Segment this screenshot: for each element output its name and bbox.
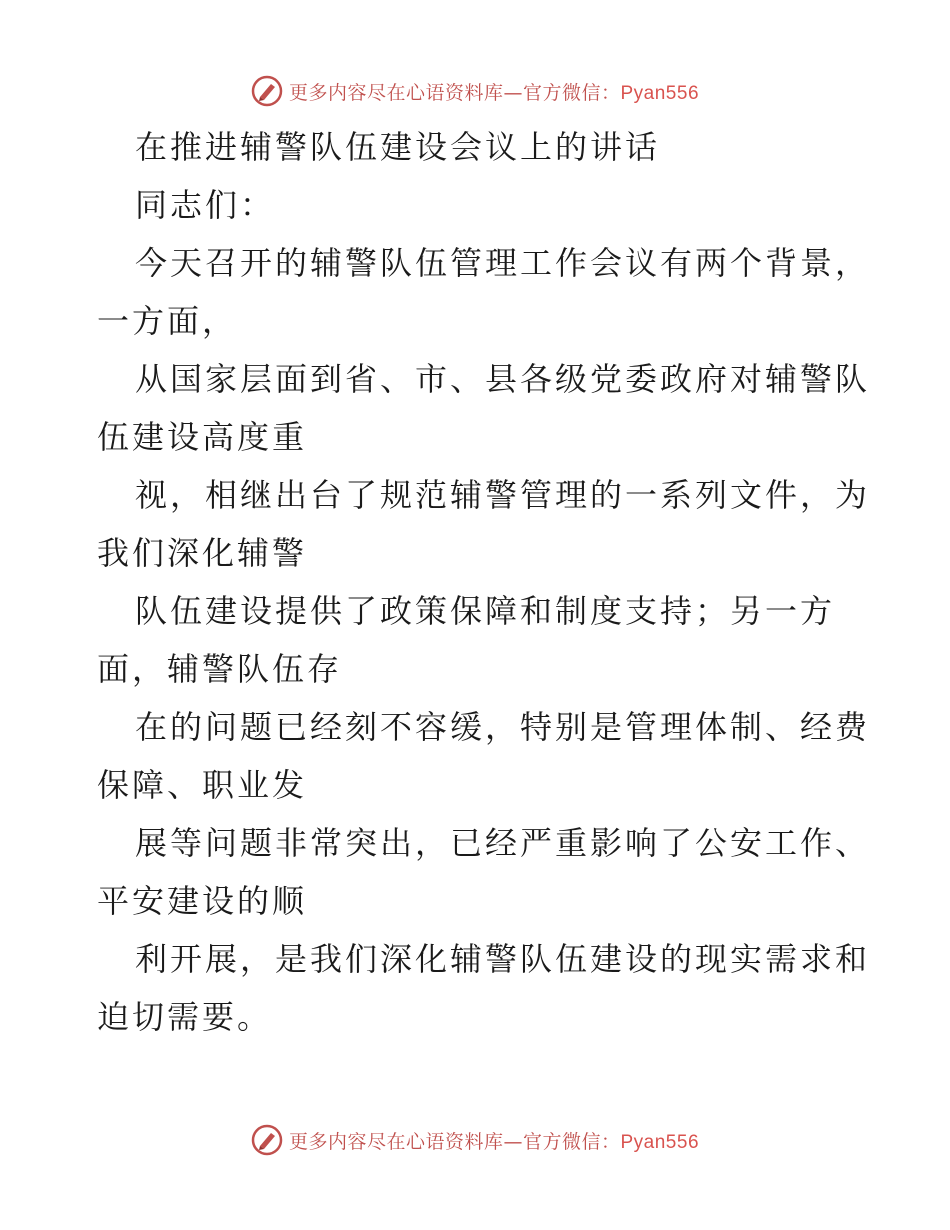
document-line: 展等问题非常突出，已经严重影响了公安工作、	[135, 824, 871, 862]
watermark-handle: Pyan556	[620, 1131, 700, 1153]
document-line: 平安建设的顺	[97, 882, 308, 920]
logo-icon	[251, 75, 283, 107]
document-line: 迫切需要。	[97, 998, 273, 1036]
document-line: 利开展，是我们深化辅警队伍建设的现实需求和	[135, 940, 871, 978]
watermark-dash: —	[503, 1130, 523, 1153]
document-line: 从国家层面到省、市、县各级党委政府对辅警队	[135, 360, 871, 398]
document-line: 同志们：	[135, 186, 276, 224]
watermark-text	[289, 78, 699, 105]
document-line: 面，辅警队伍存	[97, 650, 343, 688]
document-line: 视，相继出台了规范辅警管理的一系列文件，为	[135, 476, 871, 514]
footer-watermark	[0, 1120, 950, 1160]
document-body	[97, 118, 871, 1046]
document-line: 在的问题已经刻不容缓，特别是管理体制、经费	[135, 708, 871, 746]
watermark-brand: 更多内容尽在心语资料库	[288, 81, 504, 104]
header-watermark	[0, 71, 950, 111]
logo-icon	[251, 1124, 283, 1156]
watermark-brand: 更多内容尽在心语资料库	[288, 1130, 504, 1153]
document-line: 今天召开的辅警队伍管理工作会议有两个背景，	[135, 244, 871, 282]
document-line: 保障、职业发	[97, 766, 308, 804]
document-title: 在推进辅警队伍建设会议上的讲话	[135, 128, 661, 166]
watermark-text	[289, 1127, 699, 1154]
document-line: 我们深化辅警	[97, 534, 308, 572]
watermark-dash: —	[503, 81, 523, 104]
document-line: 伍建设高度重	[97, 418, 308, 456]
document-line: 队伍建设提供了政策保障和制度支持；另一方	[135, 592, 836, 630]
watermark-wechat-label: 官方微信：	[522, 1130, 621, 1153]
watermark-wechat-label: 官方微信：	[522, 81, 621, 104]
document-line: 一方面，	[97, 302, 238, 340]
watermark-handle: Pyan556	[620, 82, 700, 104]
